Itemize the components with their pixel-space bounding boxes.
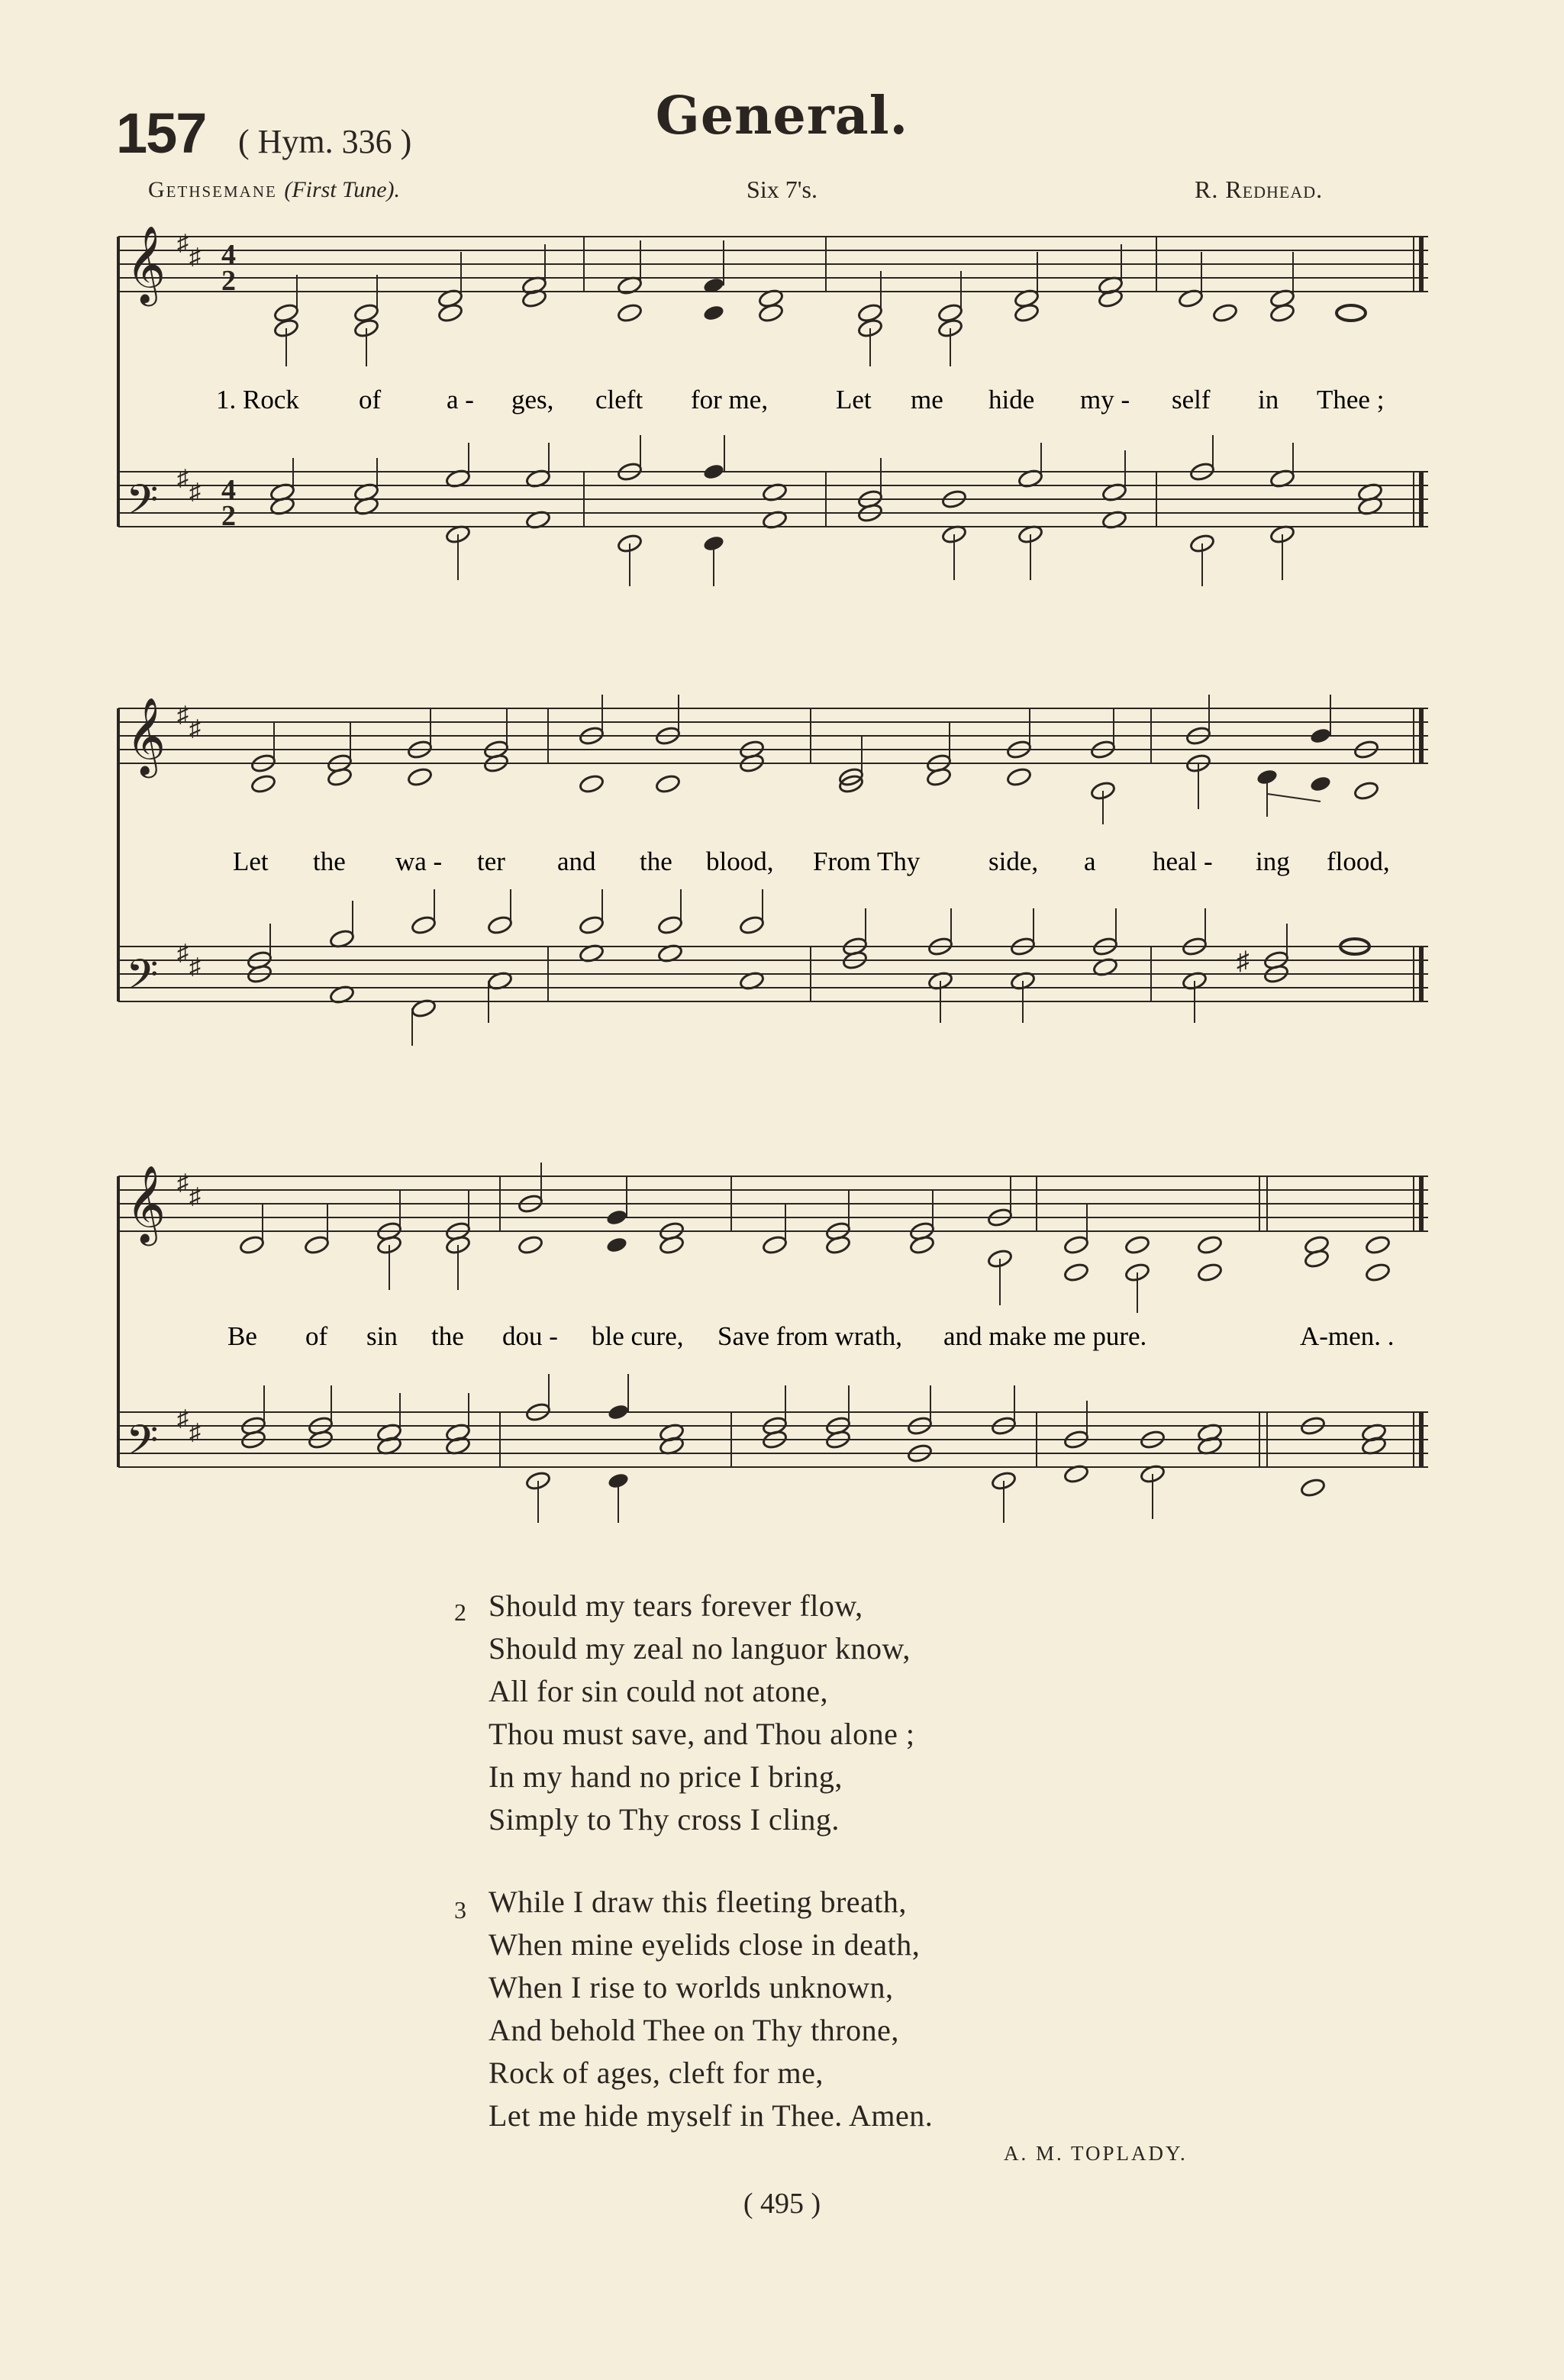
lyric-word: heal - bbox=[1153, 847, 1213, 876]
lyric-word: in bbox=[1258, 385, 1279, 414]
svg-text:4: 4 bbox=[221, 474, 236, 506]
hymn-reference: ( Hym. 336 ) bbox=[238, 123, 412, 160]
lyric-word: hide bbox=[988, 385, 1035, 414]
lyric-word: ing bbox=[1256, 847, 1290, 876]
lyric-word: ter bbox=[477, 847, 505, 876]
author: A. M. TOPLADY. bbox=[1004, 2142, 1188, 2165]
lyric-word: the bbox=[640, 847, 672, 876]
stanza-line: Rock of ages, cleft for me, bbox=[489, 2056, 824, 2090]
lyric-word: Let bbox=[836, 385, 872, 414]
lyric-word: Be bbox=[227, 1321, 257, 1351]
lyric-word: 1. Rock bbox=[216, 385, 299, 414]
svg-text:𝄢: 𝄢 bbox=[126, 950, 159, 1009]
stanza-number: 3 bbox=[454, 1896, 467, 1924]
svg-text:♯: ♯ bbox=[189, 716, 201, 741]
svg-text:4: 4 bbox=[221, 239, 236, 271]
svg-text:♯: ♯ bbox=[1237, 947, 1250, 976]
svg-text:♯: ♯ bbox=[189, 244, 201, 269]
svg-text:𝄢: 𝄢 bbox=[126, 1416, 159, 1475]
svg-text:♯: ♯ bbox=[177, 231, 189, 256]
stanza-line: Should my tears forever flow, bbox=[489, 1588, 863, 1623]
svg-text:♯: ♯ bbox=[177, 466, 189, 491]
stanza-line: Thou must save, and Thou alone ; bbox=[489, 1717, 915, 1751]
page-number: ( 495 ) bbox=[743, 2188, 821, 2220]
hymn-number: 157 bbox=[116, 102, 206, 165]
stanza-3 bbox=[454, 1881, 933, 2137]
lyric-word: the bbox=[431, 1321, 464, 1351]
tune-name-text: Gethsemane bbox=[148, 177, 277, 202]
stanza-line: And behold Thee on Thy throne, bbox=[489, 2013, 899, 2047]
lyric-word: side, bbox=[988, 847, 1039, 876]
system-1 bbox=[118, 224, 1428, 586]
lyric-word: me bbox=[911, 385, 943, 414]
svg-text:♯: ♯ bbox=[189, 479, 201, 505]
stanza-line: All for sin could not atone, bbox=[489, 1674, 829, 1708]
lyric-word: A-men. . bbox=[1300, 1321, 1395, 1351]
svg-text:2: 2 bbox=[221, 265, 236, 297]
lyric-word: of bbox=[359, 385, 382, 414]
lyric-word: for me, bbox=[691, 385, 769, 414]
lyric-word: and make me pure. bbox=[943, 1321, 1147, 1351]
lyric-word: cleft bbox=[595, 385, 643, 414]
lyric-word: my - bbox=[1080, 385, 1130, 414]
lyric-word: the bbox=[313, 847, 346, 876]
lyric-word: ges, bbox=[511, 385, 554, 414]
svg-text:♯: ♯ bbox=[189, 954, 201, 979]
stanza-line: While I draw this fleeting breath, bbox=[489, 1885, 907, 1919]
system-2 bbox=[118, 695, 1428, 1046]
lyric-word: Let bbox=[233, 847, 269, 876]
lyric-word: From Thy bbox=[813, 847, 921, 876]
lyric-word: Save from wrath, bbox=[718, 1321, 903, 1351]
svg-text:♯: ♯ bbox=[177, 1170, 189, 1195]
svg-text:♯: ♯ bbox=[189, 1420, 201, 1445]
lyric-word: Thee ; bbox=[1317, 385, 1385, 414]
svg-text:𝄢: 𝄢 bbox=[126, 476, 159, 534]
svg-text:𝄞: 𝄞 bbox=[126, 224, 166, 303]
lyric-word: dou - bbox=[502, 1321, 558, 1351]
stanza-number: 2 bbox=[454, 1598, 467, 1626]
lyric-word: wa - bbox=[395, 847, 443, 876]
composer: R. Redhead. bbox=[1195, 176, 1324, 203]
lyric-word: a bbox=[1084, 847, 1096, 876]
stanza-line: Let me hide myself in Thee. Amen. bbox=[489, 2098, 934, 2133]
stanza-line: When mine eyelids close in death, bbox=[489, 1927, 921, 1962]
lyric-word: ble cure, bbox=[592, 1321, 684, 1351]
tune-meter: Six 7's. bbox=[747, 176, 817, 203]
stanza-line: Simply to Thy cross I cling. bbox=[489, 1802, 840, 1837]
stanza-line: When I rise to worlds unknown, bbox=[489, 1970, 894, 2004]
svg-text:𝄞: 𝄞 bbox=[126, 696, 166, 775]
lyric-word: of bbox=[305, 1321, 328, 1351]
lyric-word: a - bbox=[447, 385, 474, 414]
svg-text:♯: ♯ bbox=[189, 1184, 201, 1209]
lyric-word: sin bbox=[366, 1321, 398, 1351]
svg-text:2: 2 bbox=[221, 500, 236, 532]
stanza-line: In my hand no price I bring, bbox=[489, 1759, 843, 1794]
lyric-word: self bbox=[1172, 385, 1211, 414]
lyric-word: flood, bbox=[1327, 847, 1390, 876]
system-3 bbox=[118, 1163, 1428, 1523]
lyric-word: blood, bbox=[706, 847, 774, 876]
stanza-2 bbox=[454, 1585, 915, 1841]
lyric-word: and bbox=[557, 847, 596, 876]
svg-text:♯: ♯ bbox=[177, 940, 189, 966]
section-title: General. bbox=[655, 85, 909, 147]
stanza-line: Should my zeal no languor know, bbox=[489, 1631, 911, 1666]
svg-text:♯: ♯ bbox=[177, 1406, 189, 1431]
svg-text:♯: ♯ bbox=[177, 702, 189, 727]
tune-note: (First Tune). bbox=[284, 177, 400, 202]
svg-text:𝄞: 𝄞 bbox=[126, 1164, 166, 1243]
